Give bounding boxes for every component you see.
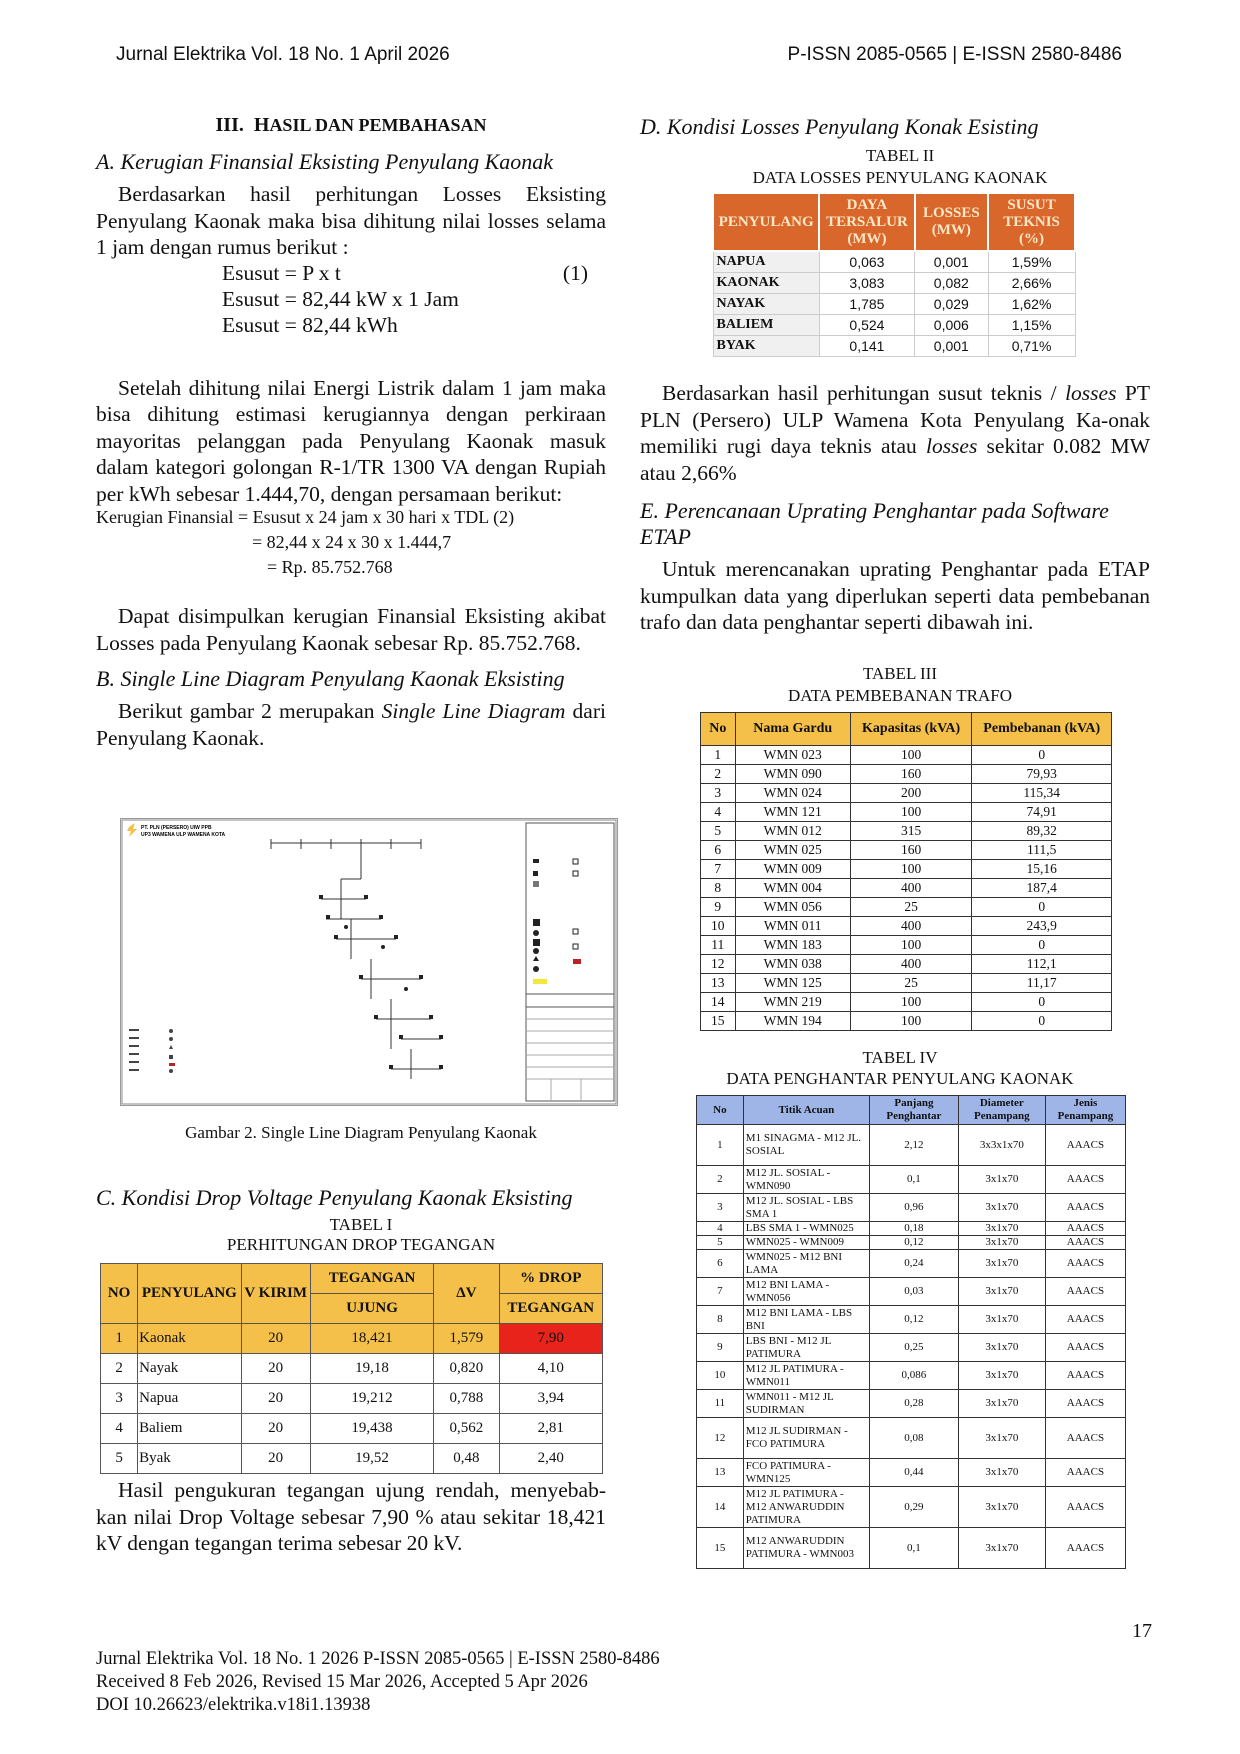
table-row: 1 Kaonak 20 18,421 1,579 7,90 — [101, 1324, 603, 1354]
table-cell: 200 — [850, 784, 972, 803]
table-cell: 3x1x70 — [958, 1194, 1045, 1222]
table-cell: 15,16 — [972, 860, 1112, 879]
table-cell: 3 — [697, 1194, 744, 1222]
table-cell: AAACS — [1045, 1125, 1125, 1166]
table-cell: 14 — [697, 1487, 744, 1528]
table-cell: 0,1 — [870, 1528, 959, 1569]
table4-label: TABEL IV — [862, 1048, 938, 1067]
table-cell: 79,93 — [972, 765, 1112, 784]
table-cell: WMN 125 — [735, 974, 850, 993]
table-row — [701, 784, 1112, 803]
table-cell: AAACS — [1045, 1334, 1125, 1362]
table-cell: 0,25 — [870, 1334, 959, 1362]
table-cell: 1 — [701, 746, 736, 765]
left-column — [96, 114, 606, 751]
table-row — [701, 746, 1112, 765]
table1-title: PERHITUNGAN DROP TEGANGAN — [226, 1235, 496, 1254]
table-cell: 0,44 — [870, 1459, 959, 1487]
table-cell: 0,086 — [870, 1362, 959, 1390]
table-header-row — [101, 1264, 603, 1294]
table-cell: 7 — [701, 860, 736, 879]
table2-label: TABEL II — [865, 146, 935, 165]
equation-2: Kerugian Finansial = Esusut x 24 jam x 30 hari x TDL (2) = 82,44 x 24 x 30 x 1.444,7 = Rp. 85.752.768 — [96, 507, 515, 577]
table-cell: 0 — [972, 993, 1112, 1012]
table-row — [701, 1012, 1112, 1031]
table-cell: AAACS — [1045, 1194, 1125, 1222]
table-row — [701, 974, 1112, 993]
table-cell: 13 — [701, 974, 736, 993]
table-cell: 3x1x70 — [958, 1250, 1045, 1278]
table-cell: WMN 024 — [735, 784, 850, 803]
table-cell: WMN 121 — [735, 803, 850, 822]
col-penyulang: PENYULANG — [138, 1264, 241, 1324]
table-cell: 3x1x70 — [958, 1306, 1045, 1334]
table-cell: 0,96 — [870, 1194, 959, 1222]
table-row — [697, 1236, 1126, 1250]
table-cell: AAACS — [1045, 1236, 1125, 1250]
col-losses: LOSSES (MW) — [915, 193, 989, 251]
table-cell: 4 — [697, 1222, 744, 1236]
table-cell: WMN 012 — [735, 822, 850, 841]
table-cell: WMN 194 — [735, 1012, 850, 1031]
table-cell: M12 JL. SOSIAL - WMN090 — [743, 1166, 869, 1194]
table-row: 4 Baliem 20 19,438 0,562 2,81 — [101, 1414, 603, 1444]
figure-caption: Gambar 2. Single Line Diagram Penyulang Kaonak — [185, 1123, 537, 1142]
subsection-a-heading: A. Kerugian Finansial Eksisting Penyulang Kaonak — [96, 149, 554, 174]
table-cell: 400 — [850, 955, 972, 974]
table-cell: AAACS — [1045, 1528, 1125, 1569]
table-cell: 0,28 — [870, 1390, 959, 1418]
col-diameter: Diameter Penampang — [958, 1096, 1045, 1125]
table-cell: 0,1 — [870, 1166, 959, 1194]
table-row — [701, 765, 1112, 784]
table-cell: 100 — [850, 803, 972, 822]
paragraph-a1: Berdasarkan hasil perhitungan Losses Eksisting Penyulang Kaonak maka bisa dihitung nilai losses selama 1 jam dengan rumus berikut : — [96, 182, 606, 259]
table-cell: 5 — [697, 1236, 744, 1250]
table-cell: 3x1x70 — [958, 1278, 1045, 1306]
table-cell: 0 — [972, 898, 1112, 917]
table-row — [697, 1487, 1126, 1528]
col-tegangan: TEGANGAN — [310, 1264, 433, 1294]
col-jenis: Jenis Penampang — [1045, 1096, 1125, 1125]
table-row — [697, 1362, 1126, 1390]
table-cell: 2,12 — [870, 1125, 959, 1166]
table-row — [697, 1306, 1126, 1334]
table-row — [697, 1278, 1126, 1306]
conductor-table — [696, 1095, 1126, 1569]
table-cell: 14 — [701, 993, 736, 1012]
table-cell: 187,4 — [972, 879, 1112, 898]
table-cell: M12 BNI LAMA - LBS BNI — [743, 1306, 869, 1334]
table-cell: WMN 183 — [735, 936, 850, 955]
table-cell: AAACS — [1045, 1250, 1125, 1278]
table-cell: 5 — [701, 822, 736, 841]
table-row: NAPUA 0,063 0,001 1,59% — [713, 251, 1075, 273]
table-cell: AAACS — [1045, 1418, 1125, 1459]
table-cell: 12 — [701, 955, 736, 974]
table-cell: WMN 090 — [735, 765, 850, 784]
table-cell: 0,08 — [870, 1418, 959, 1459]
col-delta-v: ΔV — [434, 1264, 499, 1324]
table-cell: 8 — [701, 879, 736, 898]
table-cell: 100 — [850, 860, 972, 879]
table3-title: DATA PEMBEBANAN TRAFO — [787, 686, 1013, 705]
table-cell: 0,12 — [870, 1236, 959, 1250]
col-panjang: Panjang Penghantar — [870, 1096, 959, 1125]
table-cell: 11,17 — [972, 974, 1112, 993]
single-line-diagram-svg — [121, 819, 617, 1105]
table-cell: M12 BNI LAMA - WMN056 — [743, 1278, 869, 1306]
table-row: 2 Nayak 20 19,18 0,820 4,10 — [101, 1354, 603, 1384]
col-nama-gardu: Nama Gardu — [735, 713, 850, 746]
footer-dates: Received 8 Feb 2026, Revised 15 Mar 2026, Accepted 5 Apr 2026 — [96, 1672, 588, 1692]
col-pembebanan: Pembebanan (kVA) — [972, 713, 1112, 746]
table-cell: 15 — [701, 1012, 736, 1031]
journal-header-left: Jurnal Elektrika Vol. 18 No. 1 April 2026 — [116, 44, 450, 65]
paragraph-a2: Setelah dihitung nilai Energi Listrik dalam 1 jam maka bisa dihitung estimasi kerugiannya dengan perkiraan mayoritas pelanggan pada Penyulang Kaonak masuk dalam kategori golongan R-1/TR 1300 VA dengan Rupiah per kWh sebesar 1.444,70, dengan persamaan berikut: — [96, 375, 606, 506]
table-cell: WMN 011 — [735, 917, 850, 936]
table-cell: AAACS — [1045, 1459, 1125, 1487]
table-cell: 9 — [701, 898, 736, 917]
table-cell: 89,32 — [972, 822, 1112, 841]
table-row: 5 Byak 20 19,52 0,48 2,40 — [101, 1444, 603, 1474]
table-cell: 3 — [701, 784, 736, 803]
col-penyulang: PENYULANG — [713, 193, 819, 251]
section-heading: III. HASIL DAN PEMBAHASAN — [215, 114, 487, 136]
table-row — [701, 955, 1112, 974]
paragraph-a3: Dapat disimpulkan kerugian Finansial Eksisting akibat Losses pada Penyulang Kaonak sebesar Rp. 85.752.768. — [96, 604, 606, 655]
table-cell: 6 — [701, 841, 736, 860]
paragraph-e: Untuk merencanakan uprating Penghantar pada ETAP kumpulkan data yang diperlukan seperti data pembebanan trafo dan data penghantar seperti dibawah ini. — [640, 557, 1150, 634]
table-cell: 13 — [697, 1459, 744, 1487]
table-cell: 3x1x70 — [958, 1166, 1045, 1194]
table-cell: 100 — [850, 993, 972, 1012]
col-no: NO — [101, 1264, 138, 1324]
table-cell: WMN 023 — [735, 746, 850, 765]
table-row — [697, 1390, 1126, 1418]
table-cell: M12 JL PATIMURA - M12 ANWARUDDIN PATIMURA — [743, 1487, 869, 1528]
table-cell: 74,91 — [972, 803, 1112, 822]
table-cell: WMN 025 — [735, 841, 850, 860]
table-cell: 8 — [697, 1306, 744, 1334]
table-row — [697, 1528, 1126, 1569]
table-row — [701, 879, 1112, 898]
table-cell: 3x1x70 — [958, 1528, 1045, 1569]
col-drop-tegangan: TEGANGAN — [499, 1294, 602, 1324]
table-cell: 0,03 — [870, 1278, 959, 1306]
highlight-cell: 7,90 — [499, 1324, 602, 1354]
table-cell: 315 — [850, 822, 972, 841]
table-row: 3 Napua 20 19,212 0,788 3,94 — [101, 1384, 603, 1414]
table-row — [701, 860, 1112, 879]
footer-doi: DOI 10.26623/elektrika.v18i1.13938 — [96, 1695, 371, 1715]
figure-title-2: UP3 WAMENA ULP WAMENA KOTA — [141, 832, 226, 838]
table-row — [701, 993, 1112, 1012]
table-row: NAYAK 1,785 0,029 1,62% — [713, 294, 1075, 315]
table-row — [697, 1250, 1126, 1278]
table-cell: 4 — [701, 803, 736, 822]
table-header-row — [697, 1096, 1126, 1125]
table-header-row — [713, 193, 1075, 251]
table-cell: WMN 004 — [735, 879, 850, 898]
col-ujung: UJUNG — [310, 1294, 433, 1324]
table-row: BYAK 0,141 0,001 0,71% — [713, 336, 1075, 357]
table-cell: 2 — [701, 765, 736, 784]
table-row — [697, 1222, 1126, 1236]
equation-1-number: (1) — [562, 260, 588, 285]
table3-label: TABEL III — [862, 664, 937, 683]
subsection-c-heading: C. Kondisi Drop Voltage Penyulang Kaonak Eksisting — [96, 1185, 573, 1210]
col-v-kirim: V KIRIM — [241, 1264, 310, 1324]
table2-title: DATA LOSSES PENYULANG KAONAK — [752, 168, 1048, 187]
trafo-table-body — [701, 746, 1112, 1031]
table-cell: 0,24 — [870, 1250, 959, 1278]
table-cell: 3x3x1x70 — [958, 1125, 1045, 1166]
table-row — [701, 822, 1112, 841]
table-cell: 7 — [697, 1278, 744, 1306]
table-cell: AAACS — [1045, 1278, 1125, 1306]
table-cell: WMN 009 — [735, 860, 850, 879]
table-cell: 12 — [697, 1418, 744, 1459]
table-cell: WMN 219 — [735, 993, 850, 1012]
table-cell: 100 — [850, 746, 972, 765]
table-cell: AAACS — [1045, 1487, 1125, 1528]
table-cell: WMN 038 — [735, 955, 850, 974]
table-cell: 0 — [972, 1012, 1112, 1031]
table-cell: 3x1x70 — [958, 1390, 1045, 1418]
table-cell: WMN011 - M12 JL SUDIRMAN — [743, 1390, 869, 1418]
paragraph-d: Berdasarkan hasil perhitungan susut teknis / losses PT PLN (Persero) ULP Wamena Kota Penyulang Ka-onak memiliki rugi daya teknis atau losses sekitar 0.082 MW atau 2,66% — [640, 381, 1150, 485]
table-cell: 0,18 — [870, 1222, 959, 1236]
table-cell: 25 — [850, 898, 972, 917]
table-cell: M12 ANWARUDDIN PATIMURA - WMN003 — [743, 1528, 869, 1569]
paragraph-c: Hasil pengukuran tegangan ujung rendah, menyebab-kan nilai Drop Voltage sebesar 7,90 % atau sekitar 18,421 kV dengan tegangan terima sebesar 20 kV. — [96, 1478, 606, 1555]
conductor-table-body — [697, 1125, 1126, 1569]
table-cell: 9 — [697, 1334, 744, 1362]
col-kapasitas: Kapasitas (kVA) — [850, 713, 972, 746]
table-cell: 0 — [972, 936, 1112, 955]
table-cell: M1 SINAGMA - M12 JL. SOSIAL — [743, 1125, 869, 1166]
table-cell: 111,5 — [972, 841, 1112, 860]
table-cell: 3x1x70 — [958, 1222, 1045, 1236]
table-cell: AAACS — [1045, 1362, 1125, 1390]
table-row — [701, 898, 1112, 917]
table-cell: 100 — [850, 936, 972, 955]
table-cell: 0,12 — [870, 1306, 959, 1334]
trafo-load-table — [700, 712, 1112, 1031]
subsection-d-heading: D. Kondisi Losses Penyulang Konak Esisting — [640, 114, 1039, 139]
figure-title-1: PT. PLN (PERSERO) UIW PPB — [141, 825, 212, 831]
paragraph-b: Berikut gambar 2 merupakan Single Line Diagram dari Penyulang Kaonak. — [96, 699, 606, 750]
table-cell: 400 — [850, 879, 972, 898]
table-cell: 10 — [697, 1362, 744, 1390]
footer-journal: Jurnal Elektrika Vol. 18 No. 1 2026 P-ISSN 2085-0565 | E-ISSN 2580-8486 — [96, 1649, 660, 1669]
table-row — [697, 1334, 1126, 1362]
table-cell: 112,1 — [972, 955, 1112, 974]
table-cell: AAACS — [1045, 1390, 1125, 1418]
table-cell: LBS SMA 1 - WMN025 — [743, 1222, 869, 1236]
table-row — [701, 841, 1112, 860]
col-drop: % DROP — [499, 1264, 602, 1294]
table-cell: 160 — [850, 765, 972, 784]
table-cell: 0 — [972, 746, 1112, 765]
table-cell: WMN025 - M12 BNI LAMA — [743, 1250, 869, 1278]
col-no: No — [697, 1096, 744, 1125]
table4-title: DATA PENGHANTAR PENYULANG KAONAK — [726, 1069, 1074, 1088]
table-cell: 1 — [697, 1125, 744, 1166]
table-cell: FCO PATIMURA - WMN125 — [743, 1459, 869, 1487]
table-cell: 0,29 — [870, 1487, 959, 1528]
table-row — [697, 1194, 1126, 1222]
table-cell: 3x1x70 — [958, 1236, 1045, 1250]
table-row — [697, 1125, 1126, 1166]
table-cell: 160 — [850, 841, 972, 860]
table-cell: 243,9 — [972, 917, 1112, 936]
table-cell: 3x1x70 — [958, 1418, 1045, 1459]
table-cell: 11 — [701, 936, 736, 955]
col-susut-teknis: SUSUT TEKNIS (%) — [988, 193, 1075, 251]
table-cell: 115,34 — [972, 784, 1112, 803]
table-row — [701, 936, 1112, 955]
footer — [96, 1648, 660, 1717]
col-daya-tersalur: DAYA TERSALUR (MW) — [819, 193, 914, 251]
table-cell: M12 JL. SOSIAL - LBS SMA 1 — [743, 1194, 869, 1222]
table-cell: 11 — [697, 1390, 744, 1418]
table-cell: M12 JL SUDIRMAN - FCO PATIMURA — [743, 1418, 869, 1459]
table-cell: LBS BNI - M12 JL PATIMURA — [743, 1334, 869, 1362]
table-cell: M12 JL PATIMURA - WMN011 — [743, 1362, 869, 1390]
subsection-e-heading: E. Perencanaan Uprating Penghantar pada Software ETAP — [640, 498, 1109, 549]
table-row — [697, 1418, 1126, 1459]
table-cell: 15 — [697, 1528, 744, 1569]
table-cell: 25 — [850, 974, 972, 993]
table-row: KAONAK 3,083 0,082 2,66% — [713, 273, 1075, 294]
table-cell: 3x1x70 — [958, 1334, 1045, 1362]
table-row — [701, 917, 1112, 936]
table-cell: 3x1x70 — [958, 1459, 1045, 1487]
table-cell: WMN025 - WMN009 — [743, 1236, 869, 1250]
journal-header-right: P-ISSN 2085-0565 | E-ISSN 2580-8486 — [787, 44, 1122, 65]
table-cell: 100 — [850, 1012, 972, 1031]
table-row — [697, 1166, 1126, 1194]
table-cell: 3x1x70 — [958, 1487, 1045, 1528]
table-cell: WMN 056 — [735, 898, 850, 917]
table1-label: TABEL I — [329, 1215, 393, 1234]
col-titik-acuan: Titik Acuan — [743, 1096, 869, 1125]
single-line-diagram-figure — [120, 818, 618, 1106]
table-header-row — [701, 713, 1112, 746]
table-cell: 10 — [701, 917, 736, 936]
table-row — [697, 1459, 1126, 1487]
table-cell: AAACS — [1045, 1306, 1125, 1334]
table-row — [701, 803, 1112, 822]
table-row: BALIEM 0,524 0,006 1,15% — [713, 315, 1075, 336]
page-number: 17 — [1132, 1620, 1152, 1642]
subsection-b-heading: B. Single Line Diagram Penyulang Kaonak Eksisting — [96, 666, 565, 691]
col-no: No — [701, 713, 736, 746]
drop-voltage-table — [100, 1263, 603, 1474]
table-cell: AAACS — [1045, 1222, 1125, 1236]
table-cell: AAACS — [1045, 1166, 1125, 1194]
losses-table — [712, 192, 1076, 357]
table-cell: 2 — [697, 1166, 744, 1194]
equation-1: Esusut = P x t (1) Esusut = 82,44 kW x 1 Jam Esusut = 82,44 kWh — [222, 260, 588, 337]
table-cell: 3x1x70 — [958, 1362, 1045, 1390]
table-cell: 400 — [850, 917, 972, 936]
table-cell: 6 — [697, 1250, 744, 1278]
